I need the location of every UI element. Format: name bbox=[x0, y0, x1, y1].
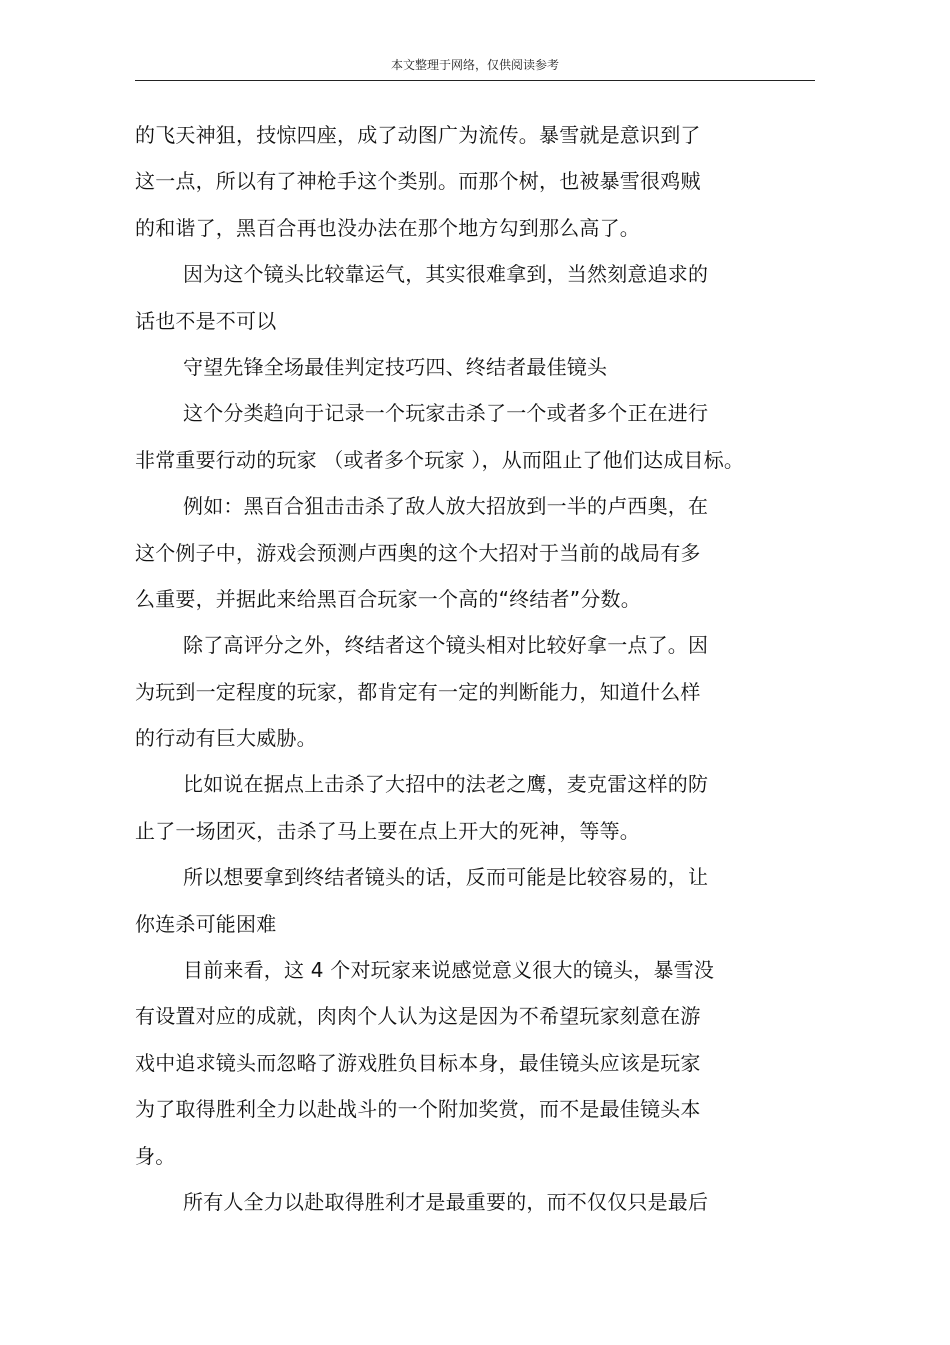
text-line: 这一点，所以有了神枪手这个类别。而那个树，也被暴雪很鸡贼 bbox=[135, 169, 701, 194]
section-heading-line: 守望先锋全场最佳判定技巧四、终结者最佳镜头 bbox=[183, 354, 608, 379]
paragraph-start-line: 所有人全力以赴取得胜利才是最重要的，而不仅仅只是最后 bbox=[183, 1189, 709, 1214]
paragraph-start-line: 例如：黑百合狙击击杀了敌人放大招放到一半的卢西奥，在 bbox=[183, 494, 709, 519]
page-header: 本文整理于网络，仅供阅读参考 bbox=[390, 58, 559, 72]
paragraph-start-line: 这个分类趋向于记录一个玩家击杀了一个或者多个正在进行 bbox=[183, 401, 709, 426]
text-line: 么重要，并据此来给黑百合玩家一个高的“终结者”分数。 bbox=[135, 586, 641, 611]
text-line: 有设置对应的成就，肉肉个人认为这是因为不希望玩家刻意在游 bbox=[135, 1004, 701, 1029]
text-line: 这个例子中，游戏会预测卢西奥的这个大招对于当前的战局有多 bbox=[135, 540, 701, 565]
paragraph-start-line: 比如说在据点上击杀了大招中的法老之鹰，麦克雷这样的防 bbox=[183, 772, 709, 797]
text-line: 的和谐了，黑百合再也没办法在那个地方勾到那么高了。 bbox=[135, 215, 640, 240]
header-divider bbox=[135, 80, 815, 81]
text-line: 为玩到一定程度的玩家，都肯定有一定的判断能力，知道什么样 bbox=[135, 679, 701, 704]
text-line: 非常重要行动的玩家 （或者多个玩家 ），从而阻止了他们达成目标。 bbox=[135, 447, 745, 472]
text-line: 为了取得胜利全力以赴战斗的一个附加奖赏，而不是最佳镜头本 bbox=[135, 1097, 701, 1122]
text-line: 的行动有巨大威胁。 bbox=[135, 726, 317, 751]
text-line: 的飞天神狙，技惊四座，成了动图广为流传。暴雪就是意识到了 bbox=[135, 123, 701, 147]
paragraph-start-line: 所以想要拿到终结者镜头的话，反而可能是比较容易的，让 bbox=[183, 865, 709, 890]
text-line: 你连杀可能困难 bbox=[135, 911, 277, 936]
paragraph-start-line: 除了高评分之外，终结者这个镜头相对比较好拿一点了。因 bbox=[183, 633, 709, 658]
text-line: 身。 bbox=[135, 1143, 176, 1168]
paragraph-start-line: 目前来看，这 4 个对玩家来说感觉意义很大的镜头，暴雪没 bbox=[183, 958, 715, 983]
text-line: 话也不是不可以 bbox=[135, 308, 277, 333]
text-line: 戏中追求镜头而忽略了游戏胜负目标本身，最佳镜头应该是玩家 bbox=[135, 1050, 701, 1075]
article-body bbox=[135, 112, 815, 1225]
text-line: 止了一场团灭，击杀了马上要在点上开大的死神，等等。 bbox=[135, 818, 640, 843]
paragraph-start-line: 因为这个镜头比较靠运气，其实很难拿到，当然刻意追求的 bbox=[183, 262, 709, 287]
